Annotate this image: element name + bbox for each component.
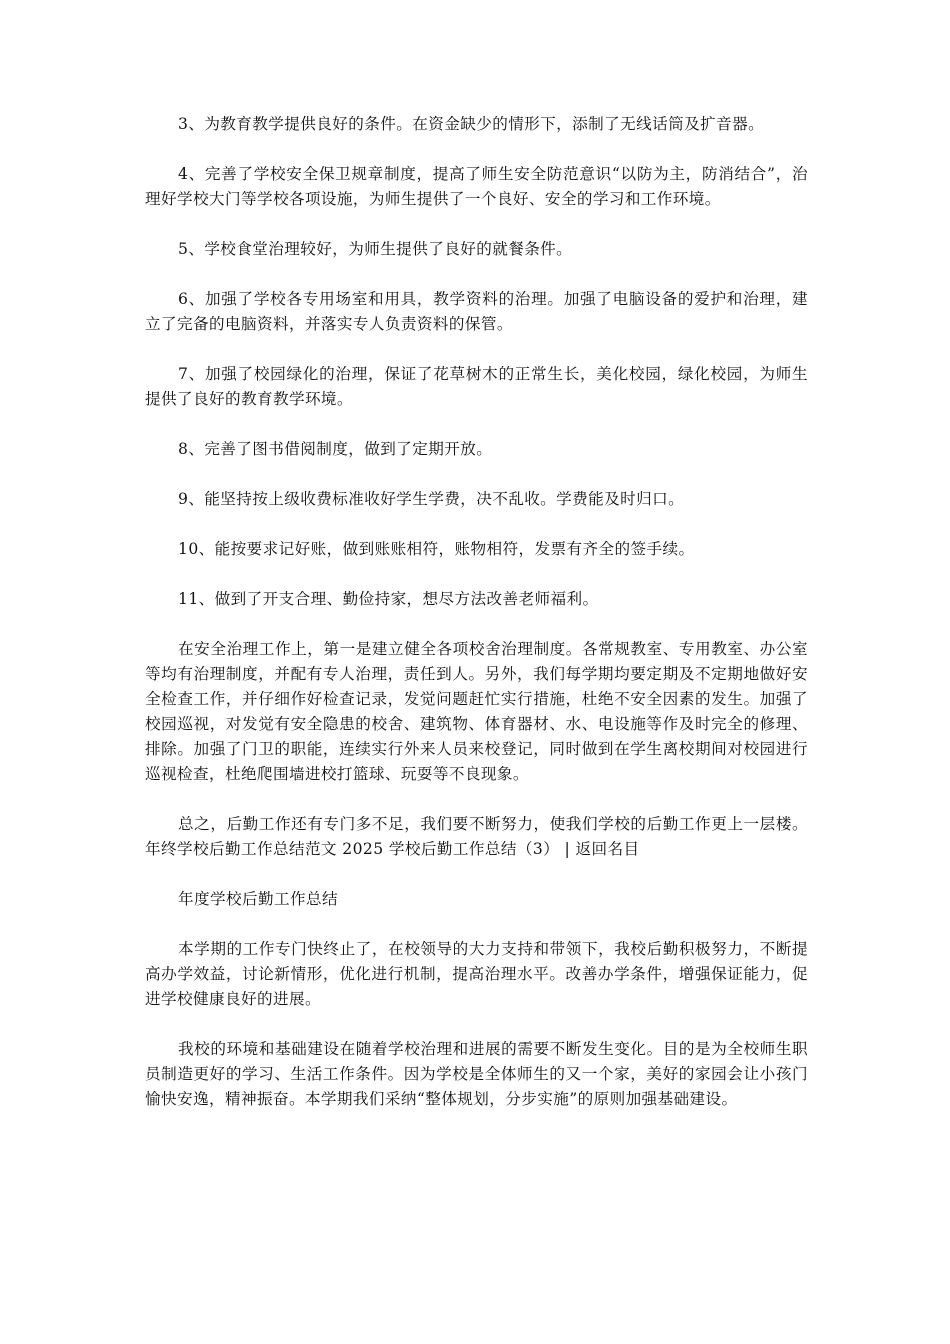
paragraph-item-7: 7、加强了校园绿化的治理，保证了花草树木的正常生长，美化校园，绿化校园，为师生提供了良好的教育教学环境。	[145, 365, 808, 408]
intro-paragraph: 本学期的工作专门快终止了，在校领导的大力支持和带领下，我校后勤积极努力，不断提高办学效益，讨论新情形，优化进行机制，提高治理水平。改善办学条件，增强保证能力，促进学校健康良好的进展。	[145, 940, 808, 1008]
environment-paragraph: 我校的环境和基础建设在随着学校治理和进展的需要不断发生变化。目的是为全校师生职员制造更好的学习、生活工作条件。因为学校是全体师生的又一个家，美好的家园会让小孩门愉快安逸，精神振奋。本学期我们采纳“整体规划，分步实施”的原则加强基础建设。	[145, 1040, 808, 1108]
document-page	[145, 112, 808, 1137]
summary-paragraph: 总之，后勤工作还有专门多不足，我们要不断努力，使我们学校的后勤工作更上一层楼。年终学校后勤工作总结范文 2025 学校后勤工作总结（3） | 返回名目	[145, 815, 808, 858]
paragraph-item-10: 10、能按要求记好账，做到账账相符，账物相符，发票有齐全的签手续。	[178, 540, 695, 558]
paragraph-item-8: 8、完善了图书借阅制度，做到了定期开放。	[178, 440, 493, 458]
paragraph-item-4: 4、完善了学校安全保卫规章制度，提高了师生安全防范意识“以防为主，防消结合”，治理好学校大门等学校各项设施，为师生提供了一个良好、安全的学习和工作环境。	[145, 165, 808, 208]
paragraph-item-11: 11、做到了开支合理、勤俭持家，想尽方法改善老师福利。	[178, 590, 599, 608]
paragraph-item-6: 6、加强了学校各专用场室和用具，教学资料的治理。加强了电脑设备的爱护和治理，建立了完备的电脑资料，并落实专人负责资料的保管。	[145, 290, 808, 333]
paragraph-item-5: 5、学校食堂治理较好，为师生提供了良好的就餐条件。	[178, 240, 573, 258]
paragraph-item-9: 9、能坚持按上级收费标准收好学生学费，决不乱收。学费能及时归口。	[178, 490, 685, 508]
safety-management-paragraph: 在安全治理工作上，第一是建立健全各项校舍治理制度。各常规教室、专用教室、办公室等均有治理制度，并配有专人治理，责任到人。另外，我们每学期均要定期及不定期地做好安全检查工作，并仔细作好检查记录，发觉问题赶忙实行措施，杜绝不安全因素的发生。加强了校园巡视，对发觉有安全隐患的校舍、建筑物、体育器材、水、电设施等作及时完全的修理、排除。加强了门卫的职能，连续实行外来人员来校登记，同时做到在学生离校期间对校园进行巡视检查，杜绝爬围墙进校打篮球、玩耍等不良现象。	[145, 640, 808, 783]
section-heading: 年度学校后勤工作总结	[178, 890, 338, 908]
paragraph-item-3: 3、为教育教学提供良好的条件。在资金缺少的情形下，添制了无线话筒及扩音器。	[178, 115, 765, 133]
